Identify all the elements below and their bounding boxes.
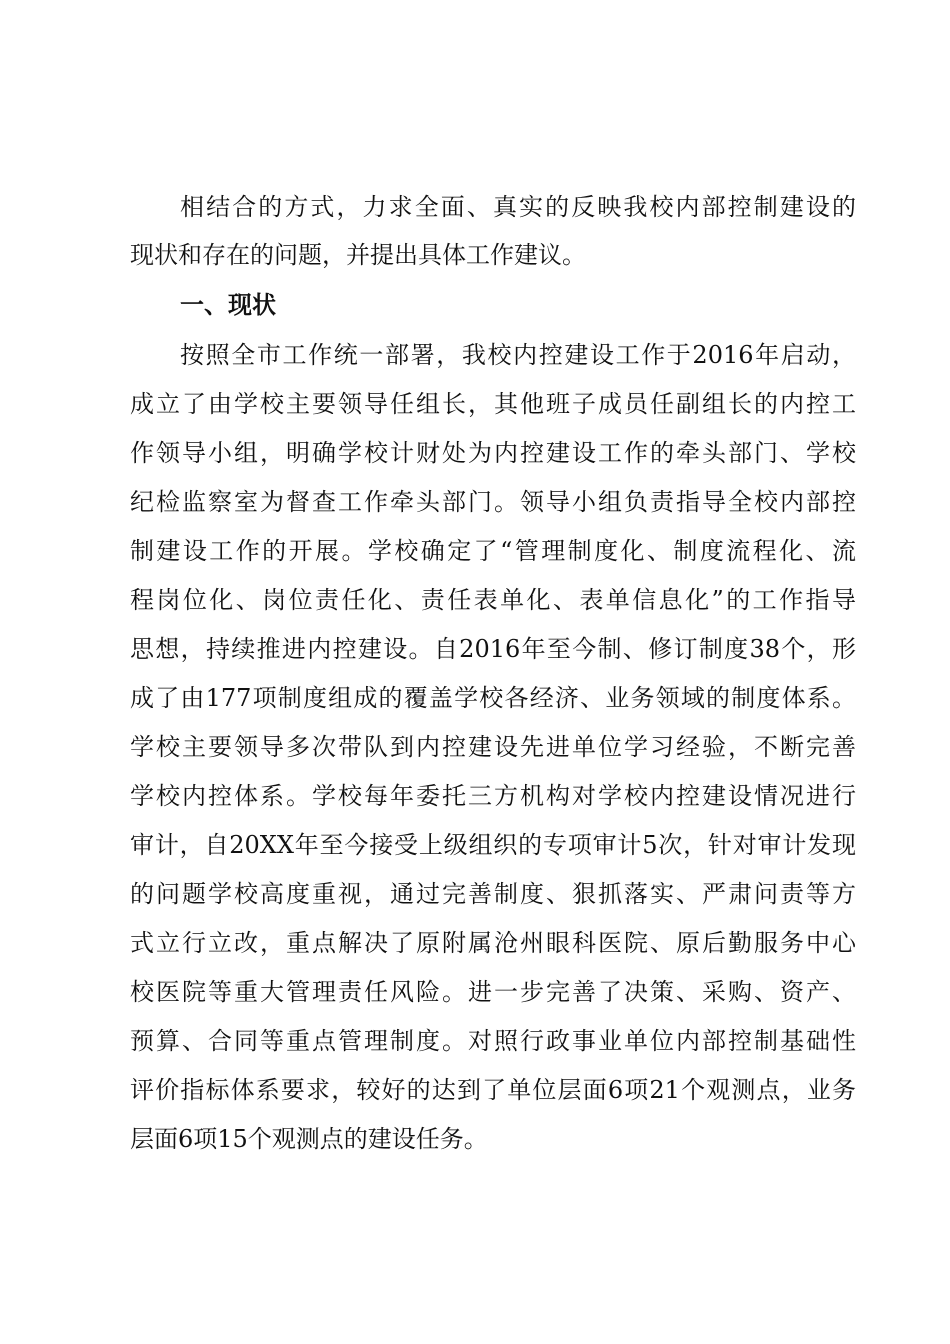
paragraph-line-2: 成立了由学校主要领导任组长，其他班子成员任副组长的内控工 (130, 390, 856, 418)
section-heading: 一、现状 (180, 291, 276, 319)
paragraph-line-6: 程岗位化、岗位责任化、责任表单化、表单信息化”的工作指导 (130, 586, 856, 614)
paragraph-line-14: 校医院等重大管理责任风险。进一步完善了决策、采购、资产、 (130, 978, 856, 1006)
intro-line-2: 现状和存在的问题，并提出具体工作建议。 (130, 241, 586, 269)
paragraph-line-8: 成了由177项制度组成的覆盖学校各经济、业务领域的制度体系。 (130, 684, 856, 712)
paragraph-line-9: 学校主要领导多次带队到内控建设先进单位学习经验，不断完善 (130, 733, 856, 761)
paragraph-line-12: 的问题学校高度重视，通过完善制度、狠抓落实、严肃问责等方 (130, 880, 856, 908)
paragraph-line-5: 制建设工作的开展。学校确定了“管理制度化、制度流程化、流 (130, 537, 856, 565)
paragraph-line-17: 层面6项15个观测点的建设任务。 (130, 1125, 488, 1153)
paragraph-line-4: 纪检监察室为督查工作牵头部门。领导小组负责指导全校内部控 (130, 488, 856, 516)
paragraph-line-7: 思想，持续推进内控建设。自2016年至今制、修订制度38个，形 (130, 635, 856, 663)
paragraph-line-13: 式立行立改，重点解决了原附属沧州眼科医院、原后勤服务中心 (130, 929, 856, 957)
paragraph-line-15: 预算、合同等重点管理制度。对照行政事业单位内部控制基础性 (130, 1027, 856, 1055)
paragraph-line-1: 按照全市工作统一部署，我校内控建设工作于2016年启动， (180, 341, 856, 369)
paragraph-line-16: 评价指标体系要求，较好的达到了单位层面6项21个观测点，业务 (130, 1076, 856, 1104)
intro-line-1: 相结合的方式，力求全面、真实的反映我校内部控制建设的 (180, 193, 856, 221)
paragraph-line-11: 审计，自20XX年至今接受上级组织的专项审计5次，针对审计发现 (130, 831, 856, 859)
paragraph-line-3: 作领导小组，明确学校计财处为内控建设工作的牵头部门、学校 (130, 439, 856, 467)
paragraph-line-10: 学校内控体系。学校每年委托三方机构对学校内控建设情况进行 (130, 782, 856, 810)
